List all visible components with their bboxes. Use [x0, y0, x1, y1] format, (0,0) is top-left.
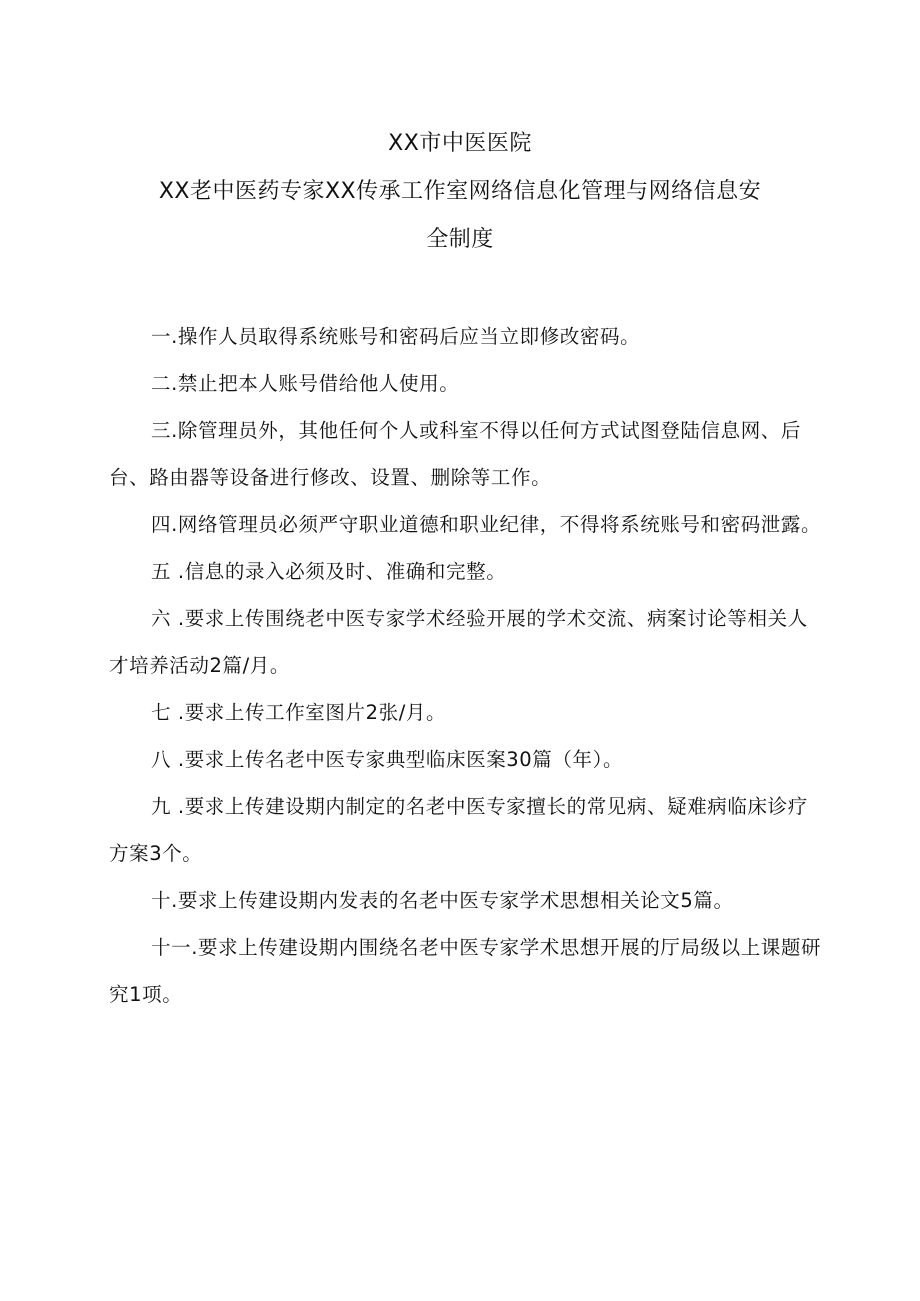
rule-item-7: 七 .要求上传工作室图片2张/月。 — [151, 701, 447, 724]
rule-item-8: 八 .要求上传名老中医专家典型临床医案30篇（年）。 — [151, 748, 624, 771]
title-hospital-name: XX市中医医院 — [388, 131, 532, 156]
rule-item-11: 十一.要求上传建设期内围绕名老中医专家学术思想开展的厅局级以上课题研究1项。 — [109, 936, 822, 1006]
rule-item-1: 一.操作人员取得系统账号和密码后应当立即修改密码。 — [151, 325, 641, 348]
rule-item-9: 九 .要求上传建设期内制定的名老中医专家擅长的常见病、疑难病临床诊疗方案3个。 — [109, 795, 808, 865]
rule-item-10: 十.要求上传建设期内发表的名老中医专家学术思想相关论文5篇。 — [151, 889, 734, 912]
title-regulation-name: XX老中医药专家XX传承工作室网络信息化管理与网络信息安 — [158, 179, 762, 204]
rule-item-5: 五 .信息的录入必须及时、准确和完整。 — [151, 560, 507, 583]
title-regulation-name-cont: 全制度 — [426, 227, 494, 252]
rule-item-6: 六 .要求上传围绕老中医专家学术经验开展的学术交流、病案讨论等相关人才培养活动2篇/月。 — [109, 607, 808, 677]
rule-item-3: 三.除管理员外，其他任何个人或科室不得以任何方式试图登陆信息网、后台、路由器等设备进行修改、设置、删除等工作。 — [109, 419, 801, 489]
rule-item-2: 二.禁止把本人账号借给他人使用。 — [151, 372, 460, 395]
document-body — [109, 313, 825, 1018]
rule-item-4: 四.网络管理员必须严守职业道德和职业纪律，不得将系统账号和密码泄露。 — [151, 513, 822, 536]
